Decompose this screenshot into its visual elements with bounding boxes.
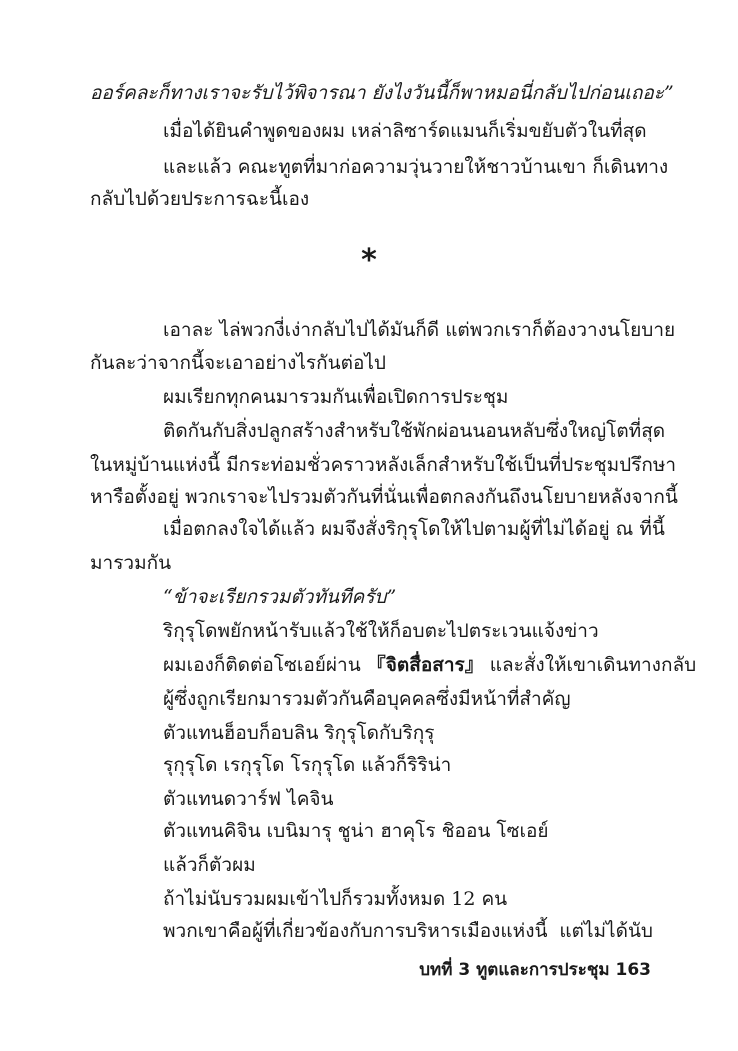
text-line: มารวมกัน: [90, 552, 172, 574]
text-fragment: และสั่งให้เขาเดินทางกลับ: [483, 654, 697, 676]
text-line: ตัวแทนดวาร์ฟ ไคจิน: [163, 788, 334, 810]
section-separator: *: [361, 243, 377, 278]
text-line: ผู้ซึ่งถูกเรียกมารวมตัวกันคือบุคคลซึ่งมีหน้าที่สำคัญ: [163, 688, 571, 710]
text-line: แล้วก็ตัวผม: [163, 854, 256, 876]
text-line: กันละว่าจากนี้จะเอาอย่างไรกันต่อไป: [90, 352, 386, 374]
text-line: ตัวแทนคิจิน เบนิมารุ ชูน่า ฮาคุโร ชิออน โซเอย์: [163, 820, 549, 842]
text-line: หารือตั้งอยู่ พวกเราจะไปรวมตัวกันที่นั่นเพื่อตกลงกันถึงนโยบายหลังจากนี้: [90, 486, 678, 508]
text-line: [163, 652, 697, 678]
running-footer: บทที่ 3 ทูตและการประชุม 163: [419, 960, 651, 980]
text-line: เมื่อตกลงใจได้แล้ว ผมจึงสั่งริกุรุโดให้ไปตามผู้ที่ไม่ได้อยู่ ณ ที่นี้: [163, 518, 665, 540]
text-line: ถ้าไม่นับรวมผมเข้าไปก็รวมทั้งหมด 12 คน: [163, 888, 508, 910]
text-line: และแล้ว คณะทูตที่มาก่อความวุ่นวายให้ชาวบ้านเขา ก็เดินทาง: [163, 156, 669, 178]
text-line: พวกเขาคือผู้ที่เกี่ยวข้องกับการบริหารเมืองแห่งนี้ แต่ไม่ได้นับ: [163, 920, 653, 942]
text-line: เมื่อได้ยินคำพูดของผม เหล่าลิซาร์ดแมนก็เริ่มขยับตัวในที่สุด: [163, 120, 647, 142]
text-fragment: ผมเองก็ติดต่อโซเอย์ผ่าน: [163, 654, 367, 676]
text-line: เอาละ ไล่พวกงี่เง่ากลับไปได้มันก็ดี แต่พวกเราก็ต้องวางนโยบาย: [163, 319, 676, 341]
skill-name: 『จิตสื่อสาร』: [366, 654, 484, 676]
text-line: กลับไปด้วยประการฉะนี้เอง: [90, 188, 310, 210]
text-line: ตัวแทนฮ็อบก็อบลิน ริกุรุโดกับริกุรุ: [163, 722, 435, 744]
text-line: ในหมู่บ้านแห่งนี้ มีกระท่อมชั่วคราวหลังเล็กสำหรับใช้เป็นที่ประชุมปรึกษา: [90, 454, 677, 476]
text-line: ติดกันกับสิ่งปลูกสร้างสำหรับใช้พักผ่อนนอนหลับซึ่งใหญ่โตที่สุด: [163, 420, 666, 442]
dialogue-line: “ข้าจะเรียกรวมตัวทันทีครับ”: [163, 586, 397, 608]
text-line: รุกุรุโด เรกุรุโด โรกุรุโด แล้วก็ริริน่า: [163, 754, 452, 776]
text-line: ผมเรียกทุกคนมารวมกันเพื่อเปิดการประชุม: [163, 386, 509, 408]
text-line: ออร์คละก็ทางเราจะรับไว้พิจารณา ยังไงวันนี้ก็พาหมอนี่กลับไปก่อนเถอะ”: [90, 82, 674, 104]
text-line: ริกุรุโดพยักหน้ารับแล้วใช้ให้ก็อบตะไปตระเวนแจ้งข่าว: [163, 620, 599, 642]
